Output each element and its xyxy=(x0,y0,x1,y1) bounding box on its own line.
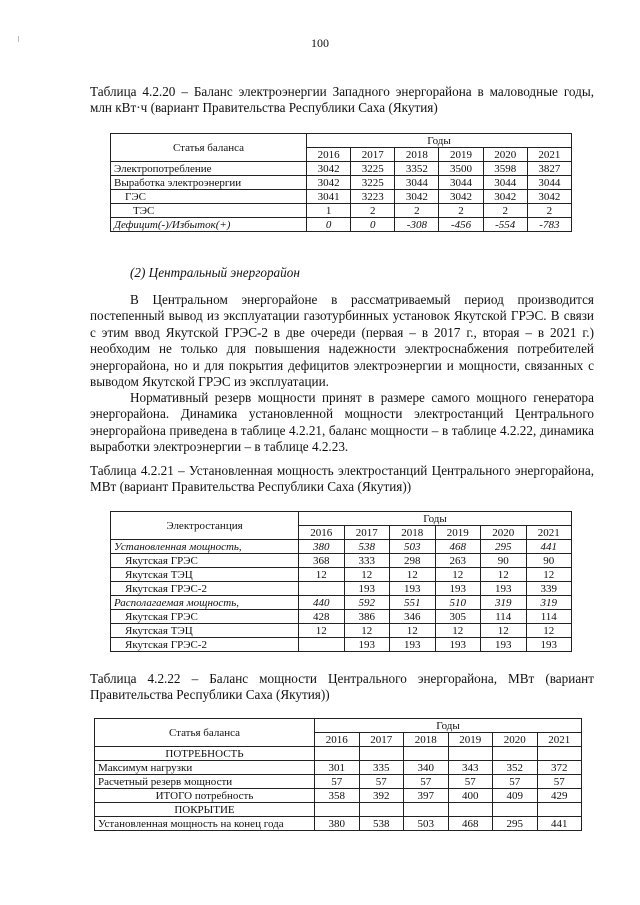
cell: 319 xyxy=(481,596,527,610)
cell: 3598 xyxy=(483,162,527,176)
cell: 90 xyxy=(481,554,527,568)
cell: 3044 xyxy=(439,176,483,190)
cell: 2 xyxy=(483,204,527,218)
cell: 193 xyxy=(344,638,390,652)
table-row xyxy=(111,554,572,568)
year-header: 2021 xyxy=(527,148,571,162)
year-header: 2019 xyxy=(448,733,493,747)
table-4-2-20-caption: Таблица 4.2.20 – Баланс электроэнергии Западного энергорайона в маловодные годы, млн кВт·ч (вариант Правительства Республики Саха (Якутия) xyxy=(90,84,594,115)
table-row xyxy=(111,162,572,176)
table-row xyxy=(111,190,572,204)
cell: 538 xyxy=(344,540,390,554)
cell: 0 xyxy=(351,218,395,232)
cell: 3042 xyxy=(307,162,351,176)
year-header: 2020 xyxy=(483,148,527,162)
cell: 3827 xyxy=(527,162,571,176)
year-header: 2016 xyxy=(307,148,351,162)
row-label: ТЭС xyxy=(111,204,307,218)
cell: 3223 xyxy=(351,190,395,204)
cell: 503 xyxy=(390,540,436,554)
page-number: 100 xyxy=(311,36,329,50)
year-header: 2017 xyxy=(359,733,404,747)
year-header: 2018 xyxy=(395,148,439,162)
table-4-2-22-group-label: Годы xyxy=(315,719,582,733)
table-row xyxy=(111,176,572,190)
cell: 3044 xyxy=(527,176,571,190)
cell: 551 xyxy=(390,596,436,610)
cell: 12 xyxy=(435,568,481,582)
row-label: Располагаемая мощность, xyxy=(111,596,299,610)
cell: 441 xyxy=(537,817,582,831)
cell: 352 xyxy=(493,761,538,775)
cell: 592 xyxy=(344,596,390,610)
table-section-row xyxy=(95,803,582,817)
table-row xyxy=(111,204,572,218)
cell: 3042 xyxy=(307,176,351,190)
year-header: 2019 xyxy=(439,148,483,162)
table-4-2-20-col-label: Статья баланса xyxy=(111,134,307,162)
table-row xyxy=(111,218,572,232)
cell: 263 xyxy=(435,554,481,568)
cell: 12 xyxy=(344,624,390,638)
cell: 380 xyxy=(315,817,360,831)
cell: 3042 xyxy=(395,190,439,204)
cell: 305 xyxy=(435,610,481,624)
cell: 2 xyxy=(527,204,571,218)
cell: 428 xyxy=(299,610,345,624)
cell: 57 xyxy=(315,775,360,789)
table-row xyxy=(95,789,582,803)
table-4-2-22 xyxy=(94,718,582,831)
table-row xyxy=(111,624,572,638)
cell: 57 xyxy=(404,775,449,789)
cell: 386 xyxy=(344,610,390,624)
cell: 372 xyxy=(537,761,582,775)
year-header: 2021 xyxy=(537,733,582,747)
table-4-2-20-group-label: Годы xyxy=(307,134,572,148)
cell: 392 xyxy=(359,789,404,803)
cell: 409 xyxy=(493,789,538,803)
cell: 358 xyxy=(315,789,360,803)
cell: 503 xyxy=(404,817,449,831)
cell: 3042 xyxy=(439,190,483,204)
cell: 12 xyxy=(435,624,481,638)
row-label: Якутская ТЭЦ xyxy=(111,624,299,638)
table-row xyxy=(111,638,572,652)
cell: 193 xyxy=(435,638,481,652)
cell: 57 xyxy=(359,775,404,789)
cell: 12 xyxy=(481,568,527,582)
cell: 2 xyxy=(439,204,483,218)
cell: 193 xyxy=(390,638,436,652)
table-4-2-21-col-label: Электростанция xyxy=(111,512,299,540)
cell: 12 xyxy=(344,568,390,582)
table-4-2-21 xyxy=(110,511,572,652)
cell: 12 xyxy=(390,568,436,582)
row-label: Выработка электроэнергии xyxy=(111,176,307,190)
cell: 12 xyxy=(390,624,436,638)
row-label: Максимум нагрузки xyxy=(95,761,315,775)
row-label: Якутская ГРЭС-2 xyxy=(111,638,299,652)
table-row xyxy=(95,775,582,789)
cell: 3042 xyxy=(483,190,527,204)
cell: 2 xyxy=(351,204,395,218)
paragraph-1: В Центральном энергорайоне в рассматриваемый период производится постепенный вывод из эксплуатации газотурбинных установок Якутской ГРЭС. В связи с этим ввод Якутской ГРЭС-2 в две очереди (первая – в 2017 г., вторая – в 2021 г.) необходим не только для повышения надежности электроснабжения потребителей энергорайона, но и для покрытия дефицитов электроэнергии и мощности, связанных с выводом Якутской ГРЭС из эксплуатации. xyxy=(90,292,594,390)
cell: 380 xyxy=(299,540,345,554)
cell: 3044 xyxy=(483,176,527,190)
cell: 429 xyxy=(537,789,582,803)
row-label: Дефицит(-)/Избыток(+) xyxy=(111,218,307,232)
cell: 3225 xyxy=(351,162,395,176)
cell: 538 xyxy=(359,817,404,831)
cell: 510 xyxy=(435,596,481,610)
cell: 400 xyxy=(448,789,493,803)
year-header: 2021 xyxy=(526,526,572,540)
cell: 343 xyxy=(448,761,493,775)
cell: 3044 xyxy=(395,176,439,190)
cell: -554 xyxy=(483,218,527,232)
section-need-label: ПОТРЕБНОСТЬ xyxy=(95,747,315,761)
cell: -308 xyxy=(395,218,439,232)
table-4-2-21-caption: Таблица 4.2.21 – Установленная мощность электростанций Центрального энергорайона, МВт (вариант Правительства Республики Саха (Якутия)) xyxy=(90,463,594,494)
cell: 3352 xyxy=(395,162,439,176)
row-label: Установленная мощность на конец года xyxy=(95,817,315,831)
cell: 12 xyxy=(526,568,572,582)
row-label: ГЭС xyxy=(111,190,307,204)
cell: 3225 xyxy=(351,176,395,190)
cell xyxy=(299,638,345,652)
table-row xyxy=(111,582,572,596)
year-header: 2020 xyxy=(493,733,538,747)
table-row xyxy=(111,540,572,554)
cell: 440 xyxy=(299,596,345,610)
cell: 3041 xyxy=(307,190,351,204)
row-label: Якутская ГРЭС xyxy=(111,610,299,624)
cell: 12 xyxy=(299,568,345,582)
year-header: 2018 xyxy=(404,733,449,747)
cell: -783 xyxy=(527,218,571,232)
row-label: Якутская ТЭЦ xyxy=(111,568,299,582)
row-label: Установленная мощность, xyxy=(111,540,299,554)
row-label: Электропотребление xyxy=(111,162,307,176)
table-row xyxy=(111,568,572,582)
cell: 193 xyxy=(481,582,527,596)
year-header: 2019 xyxy=(435,526,481,540)
section-cover-label: ПОКРЫТИЕ xyxy=(95,803,315,817)
row-label: ИТОГО потребность xyxy=(95,789,315,803)
cell: 335 xyxy=(359,761,404,775)
table-4-2-22-caption: Таблица 4.2.22 – Баланс мощности Центрального энергорайона, МВт (вариант Правительства Республики Саха (Якутия)) xyxy=(90,671,594,702)
year-header: 2018 xyxy=(390,526,436,540)
cell: 3042 xyxy=(527,190,571,204)
cell: 193 xyxy=(481,638,527,652)
row-label: Расчетный резерв мощности xyxy=(95,775,315,789)
year-header: 2016 xyxy=(299,526,345,540)
year-header: 2020 xyxy=(481,526,527,540)
row-label: Якутская ГРЭС-2 xyxy=(111,582,299,596)
cell: 193 xyxy=(390,582,436,596)
table-4-2-20 xyxy=(110,133,572,232)
cell: 441 xyxy=(526,540,572,554)
table-row xyxy=(111,596,572,610)
cell: 319 xyxy=(526,596,572,610)
paragraph-2: Нормативный резерв мощности принят в размере самого мощного генератора энергорайона. Динамика установленной мощности электростанций Центрального энергорайона приведена в таблице 4.2.21, баланс мощности – в таблице 4.2.22, динамика выработки электроэнергии – в таблице 4.2.23. xyxy=(90,390,594,455)
cell: 193 xyxy=(526,638,572,652)
cell: 193 xyxy=(344,582,390,596)
cell: 12 xyxy=(299,624,345,638)
section-title: (2) Центральный энергорайон xyxy=(130,265,300,280)
cell: 0 xyxy=(307,218,351,232)
cell: 298 xyxy=(390,554,436,568)
cell: 57 xyxy=(537,775,582,789)
cell xyxy=(299,582,345,596)
cell: 193 xyxy=(435,582,481,596)
cell: 295 xyxy=(481,540,527,554)
cell: -456 xyxy=(439,218,483,232)
cell: 468 xyxy=(448,817,493,831)
cell: 12 xyxy=(481,624,527,638)
cell: 340 xyxy=(404,761,449,775)
table-4-2-21-group-label: Годы xyxy=(299,512,572,526)
cell: 1 xyxy=(307,204,351,218)
year-header: 2016 xyxy=(315,733,360,747)
cell: 57 xyxy=(448,775,493,789)
table-section-row xyxy=(95,747,582,761)
cell: 90 xyxy=(526,554,572,568)
cell: 295 xyxy=(493,817,538,831)
table-4-2-22-col-label: Статья баланса xyxy=(95,719,315,747)
cell: 397 xyxy=(404,789,449,803)
cell: 57 xyxy=(493,775,538,789)
cell: 333 xyxy=(344,554,390,568)
table-row xyxy=(95,817,582,831)
cell: 114 xyxy=(526,610,572,624)
cell: 368 xyxy=(299,554,345,568)
row-label: Якутская ГРЭС xyxy=(111,554,299,568)
cell: 346 xyxy=(390,610,436,624)
year-header: 2017 xyxy=(344,526,390,540)
cell: 12 xyxy=(526,624,572,638)
year-header: 2017 xyxy=(351,148,395,162)
cell: 301 xyxy=(315,761,360,775)
cell: 3500 xyxy=(439,162,483,176)
table-row xyxy=(95,761,582,775)
table-row xyxy=(111,610,572,624)
cell: 114 xyxy=(481,610,527,624)
cell: 2 xyxy=(395,204,439,218)
cell: 339 xyxy=(526,582,572,596)
cell: 468 xyxy=(435,540,481,554)
